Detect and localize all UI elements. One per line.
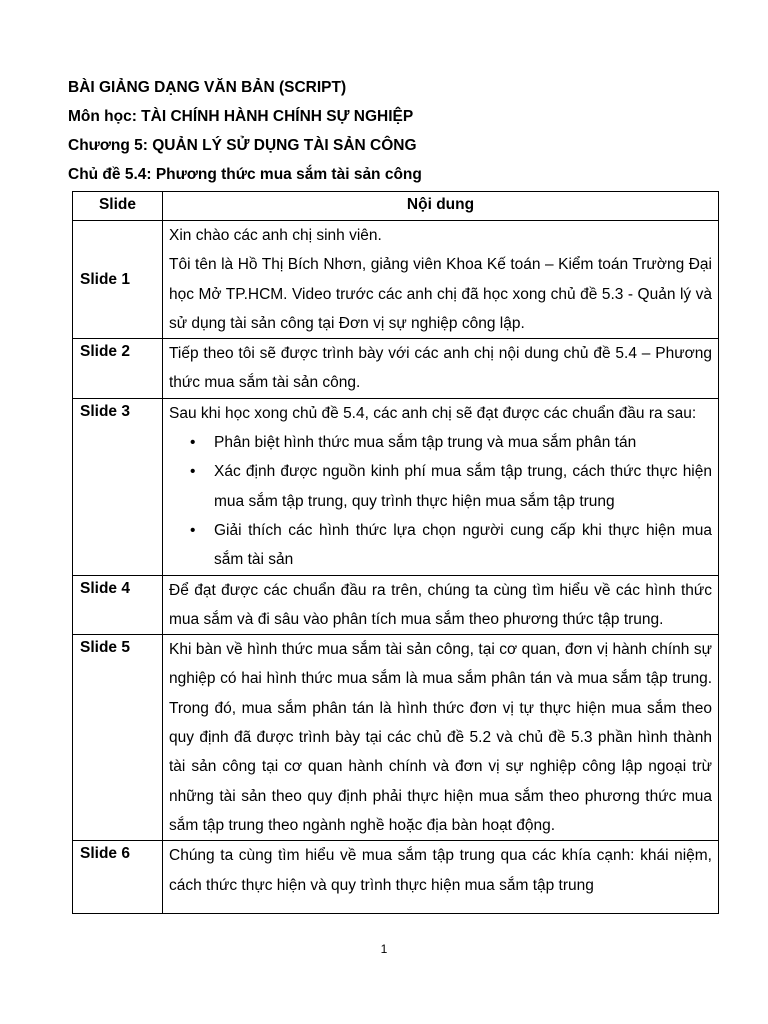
table-row [73,221,719,339]
table-row [73,398,719,575]
slide-label: Slide 2 [73,339,163,399]
topic-name: Chủ đề 5.4: Phương thức mua sắm tài sản công [68,166,422,183]
document-title: BÀI GIẢNG DẠNG VĂN BẢN (SCRIPT) [68,79,347,96]
table-row [73,635,719,841]
list-item-text: Xác định được nguồn kinh phí mua sắm tập trung, cách thức thực hiện mua sắm tập trung, quy trình thực hiện mua sắm tập trung [214,463,712,510]
table-row [73,339,719,399]
content-paragraph: Xin chào các anh chị sinh viên. [169,227,382,244]
table-row [73,841,719,914]
slide-label: Slide 1 [73,221,163,339]
content-paragraph: Khi bàn về hình thức mua sắm tài sản công, tại cơ quan, đơn vị hành chính sự nghiệp có hai hình thức mua sắm là mua sắm phân tán và mua sắm tập trung. Trong đó, mua sắm phân tán là hình thức đơn vị tự thực hiện mua sắm theo quy định đã được trình bày tại các chủ đề 5.2 và chủ đề 5.3 phần hình thành tài sản công tại cơ quan hành chính và đơn vị sự nghiệp công lập ngoại trừ những tài sản theo quy định phải thực hiện mua sắm theo phương thức mua sắm tập trung theo ngành nghề hoặc địa bàn hoạt động. [169,641,712,834]
slide-content [163,575,719,635]
slide-label: Slide 3 [73,398,163,575]
slide-label: Slide 6 [73,841,163,914]
content-paragraph: Sau khi học xong chủ đề 5.4, các anh chị sẽ đạt được các chuẩn đầu ra sau: [169,404,697,422]
chapter-name: Chương 5: QUẢN LÝ SỬ DỤNG TÀI SẢN CÔNG [68,137,417,154]
content-paragraph: Chúng ta cùng tìm hiểu về mua sắm tập trung qua các khía cạnh: khái niệm, cách thức thực hiện và quy trình thực hiện mua sắm tập trung [169,847,712,894]
slide-content [163,398,719,575]
course-name: Môn học: TÀI CHÍNH HÀNH CHÍNH SỰ NGHIỆP [68,108,414,125]
list-item-text: Giải thích các hình thức lựa chọn người cung cấp khi thực hiện mua sắm tài sản [214,521,712,569]
learning-outcomes-list [169,428,712,574]
slide-content [163,635,719,841]
script-table [72,191,719,914]
slide-label: Slide 4 [73,575,163,635]
table-row [73,575,719,635]
document-header [68,73,728,189]
list-item-text: Phân biệt hình thức mua sắm tập trung và mua sắm phân tán [214,434,637,452]
column-header-slide: Slide [73,192,163,221]
bullet-icon: • [190,463,196,481]
slide-content [163,841,719,914]
bullet-icon: • [190,434,196,452]
content-paragraph: Tiếp theo tôi sẽ được trình bày với các anh chị nội dung chủ đề 5.4 – Phương thức mua sắm tài sản công. [169,345,712,392]
slide-label: Slide 5 [73,635,163,841]
slide-content [163,221,719,339]
bullet-icon: • [190,521,196,539]
list-item [190,428,712,457]
page-number: 1 [380,942,388,956]
content-paragraph: Tôi tên là Hồ Thị Bích Nhơn, giảng viên Khoa Kế toán – Kiểm toán Trường Đại học Mở TP.HCM. Video trước các anh chị đã học xong chủ đề 5.3 - Quản lý và sử dụng tài sản công tại Đơn vị sự nghiệp công lập. [169,256,712,332]
list-item [190,457,712,516]
content-paragraph: Để đạt được các chuẩn đầu ra trên, chúng ta cùng tìm hiểu về các hình thức mua sắm và đi sâu vào phân tích mua sắm theo phương thức tập trung. [169,581,712,628]
list-item [190,516,712,575]
table-header-row [73,192,719,221]
column-header-content: Nội dung [163,192,719,221]
slide-content [163,339,719,399]
